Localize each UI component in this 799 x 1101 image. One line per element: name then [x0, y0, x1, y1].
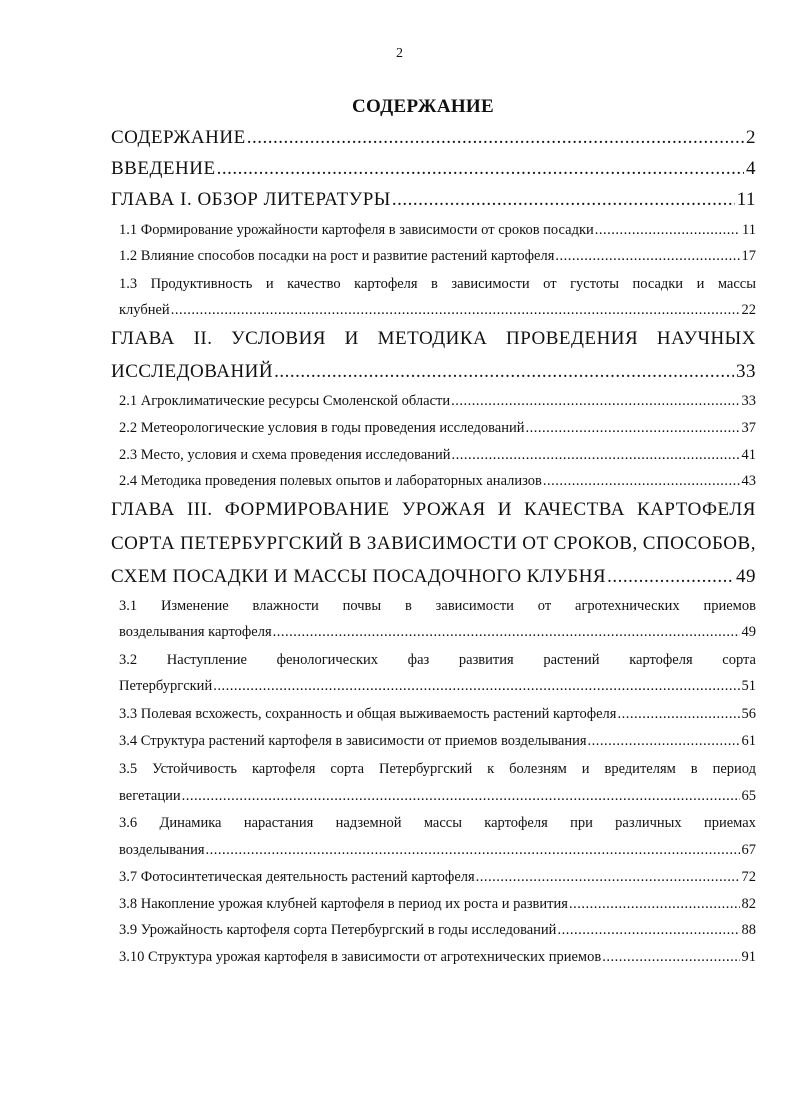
entry-page: 49: [741, 624, 756, 640]
entry-title: вегетации: [119, 788, 181, 804]
toc-entry[interactable]: [119, 896, 756, 913]
toc-entry[interactable]: [119, 678, 756, 695]
entry-title: ГЛАВА I. ОБЗОР ЛИТЕРАТУРЫ: [111, 189, 391, 210]
toc-entry-line: ГЛАВА II. УСЛОВИЯ И МЕТОДИКА ПРОВЕДЕНИЯ НАУЧНЫХ: [111, 328, 756, 349]
entry-page: 37: [741, 420, 756, 436]
entry-title: 2.3 Место, условия и схема проведения исследований: [119, 447, 451, 463]
toc-entry[interactable]: [119, 302, 756, 319]
entry-title: СХЕМ ПОСАДКИ И МАССЫ ПОСАДОЧНОГО КЛУБНЯ: [111, 566, 607, 587]
entry-page: 11: [736, 189, 756, 210]
toc-entry[interactable]: [111, 566, 756, 588]
entry-title: 3.10 Структура урожая картофеля в зависимости от агротехнических приемов: [119, 949, 602, 965]
toc-entry[interactable]: [119, 447, 756, 464]
entry-page: 82: [741, 896, 756, 912]
entry-page: 11: [742, 222, 756, 238]
entry-page: 2: [746, 127, 756, 148]
toc-entry-line: СОРТА ПЕТЕРБУРГСКИЙ В ЗАВИСИМОСТИ ОТ СРОКОВ, СПОСОБОВ,: [111, 533, 756, 554]
toc-entry[interactable]: [119, 393, 756, 410]
toc-entry[interactable]: [119, 733, 756, 750]
entry-title: возделывания картофеля: [119, 624, 272, 640]
entry-title: 2.2 Метеорологические условия в годы проведения исследований: [119, 420, 525, 436]
entry-title: 2.4 Методика проведения полевых опытов и лабораторных анализов: [119, 473, 542, 489]
entry-page: 91: [741, 949, 756, 965]
toc-entry[interactable]: [111, 189, 756, 211]
entry-page: 88: [741, 922, 756, 938]
toc-entry[interactable]: [119, 869, 756, 886]
entry-page: 41: [741, 447, 756, 463]
entry-title: 1.1 Формирование урожайности картофеля в зависимости от сроков посадки: [119, 222, 594, 238]
entry-title: 2.1 Агроклиматические ресурсы Смоленской области: [119, 393, 451, 409]
toc-entry-line: ГЛАВА III. ФОРМИРОВАНИЕ УРОЖАЯ И КАЧЕСТВА КАРТОФЕЛЯ: [111, 499, 756, 520]
entry-title: клубней: [119, 302, 170, 318]
entry-page: 17: [741, 248, 756, 264]
entry-title: Петербургский: [119, 678, 213, 694]
toc-entry-line: 3.2 Наступление фенологических фаз развития растений картофеля сорта: [119, 652, 756, 668]
entry-page: 43: [741, 473, 756, 489]
entry-page: 51: [741, 678, 756, 694]
toc-heading: СОДЕРЖАНИЕ: [352, 96, 494, 117]
entry-page: 56: [741, 706, 756, 722]
toc-entry[interactable]: [111, 361, 756, 383]
entry-title: возделывания: [119, 842, 205, 858]
entry-page: 33: [736, 361, 756, 382]
entry-title: 3.8 Накопление урожая клубней картофеля в период их роста и развития: [119, 896, 568, 912]
entry-page: 65: [741, 788, 756, 804]
entry-page: 61: [741, 733, 756, 749]
entry-title: 3.4 Структура растений картофеля в зависимости от приемов возделывания: [119, 733, 587, 749]
entry-page: 67: [741, 842, 756, 858]
toc-entry-line: 1.3 Продуктивность и качество картофеля в зависимости от густоты посадки и массы: [119, 276, 756, 292]
entry-title: СОДЕРЖАНИЕ: [111, 127, 246, 148]
toc-entry[interactable]: [119, 788, 756, 805]
entry-page: 4: [746, 158, 756, 179]
toc-entry-line: 3.6 Динамика нарастания надземной массы картофеля при различных приемах: [119, 815, 756, 831]
entry-title: 3.9 Урожайность картофеля сорта Петербургский в годы исследований: [119, 922, 557, 938]
entry-page: 33: [741, 393, 756, 409]
toc-entry[interactable]: [119, 473, 756, 490]
toc-entry[interactable]: [119, 222, 756, 239]
toc-entry[interactable]: [119, 624, 756, 641]
toc-entry[interactable]: [119, 706, 756, 723]
entry-title: ИССЛЕДОВАНИЙ: [111, 361, 274, 382]
entry-title: ВВЕДЕНИЕ: [111, 158, 216, 179]
toc-entry-line: 3.5 Устойчивость картофеля сорта Петербургский к болезням и вредителям в период: [119, 761, 756, 777]
toc-entry[interactable]: [119, 949, 756, 966]
entry-page: 72: [741, 869, 756, 885]
toc-entry[interactable]: [111, 127, 756, 149]
entry-title: 1.2 Влияние способов посадки на рост и развитие растений картофеля: [119, 248, 555, 264]
toc-entry[interactable]: [111, 158, 756, 180]
entry-page: 49: [736, 566, 756, 587]
toc-entry[interactable]: [119, 842, 756, 859]
toc-entry-line: 3.1 Изменение влажности почвы в зависимости от агротехнических приемов: [119, 598, 756, 614]
entry-page: 22: [741, 302, 756, 318]
page-number: 2: [396, 46, 403, 61]
toc-entry[interactable]: [119, 420, 756, 437]
toc-entry[interactable]: [119, 248, 756, 265]
entry-title: 3.3 Полевая всхожесть, сохранность и общая выживаемость растений картофеля: [119, 706, 617, 722]
toc-entry[interactable]: [119, 922, 756, 939]
entry-title: 3.7 Фотосинтетическая деятельность растений картофеля: [119, 869, 475, 885]
